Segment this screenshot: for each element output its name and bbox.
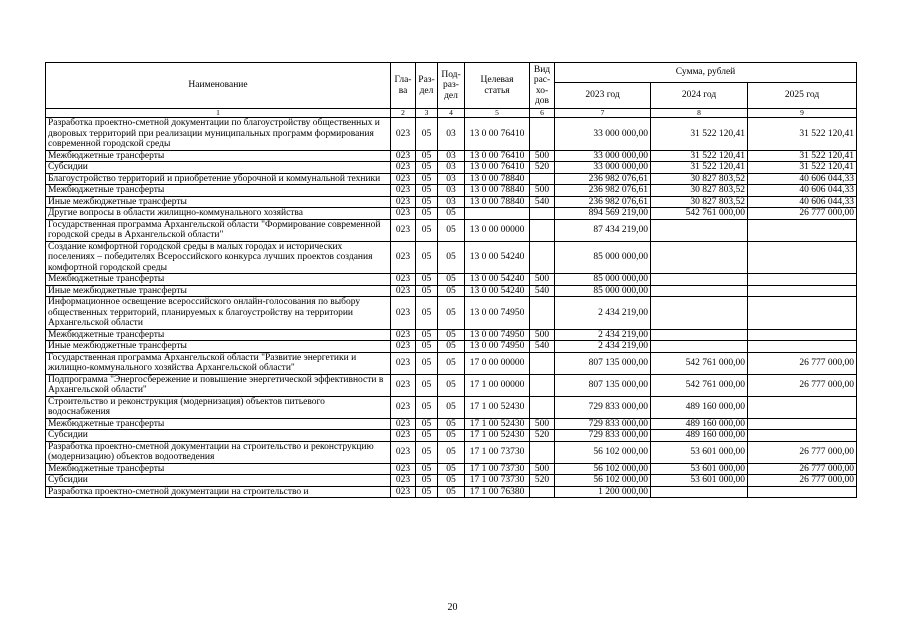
row-podrazdel: 05 [438,396,465,418]
row-sum-2024: 489 160 000,00 [651,396,748,418]
row-sum-2025 [748,219,857,241]
row-sum-2023: 236 982 076,61 [555,196,651,208]
row-sum-2025 [748,341,857,353]
row-target-article: 17 1 00 52430 [465,430,530,442]
row-podrazdel: 05 [438,297,465,330]
table-row [46,486,857,498]
row-razdel: 05 [416,162,438,174]
table-row [46,118,857,151]
header-name: Наименование [46,63,391,109]
row-expense-type [530,441,555,463]
row-name: Иные межбюджетные трансферты [46,341,391,353]
header-sum: Сумма, рублей [555,63,857,83]
row-sum-2024: 30 827 803,52 [651,196,748,208]
row-sum-2023: 894 569 219,00 [555,208,651,220]
row-expense-type: 500 [530,418,555,430]
row-sum-2025: 26 777 000,00 [748,352,857,374]
row-expense-type: 520 [530,430,555,442]
header-razdel: Раз-дел [416,63,438,109]
row-podrazdel: 05 [438,486,465,498]
row-sum-2025: 31 522 120,41 [748,118,857,151]
row-sum-2023: 85 000 000,00 [555,285,651,297]
row-sum-2024 [651,274,748,286]
row-razdel: 05 [416,150,438,162]
column-number: 7 [555,109,651,118]
row-expense-type [530,297,555,330]
row-sum-2024: 31 522 120,41 [651,162,748,174]
row-razdel: 05 [416,329,438,341]
row-sum-2024: 542 761 000,00 [651,208,748,220]
row-glava: 023 [391,463,416,475]
row-razdel: 05 [416,173,438,185]
row-name: Подпрограмма "Энергосбережение и повышение энергетической эффективности в Архангельской области" [46,374,391,396]
row-glava: 023 [391,118,416,151]
table-row [46,475,857,487]
table-row [46,185,857,197]
row-razdel: 05 [416,118,438,151]
column-number: 6 [530,109,555,118]
row-podrazdel: 03 [438,162,465,174]
header-expense-type: Вид рас-хо-дов [530,63,555,109]
row-sum-2025: 26 777 000,00 [748,208,857,220]
row-expense-type: 520 [530,162,555,174]
table-row [46,297,857,330]
row-glava: 023 [391,352,416,374]
row-expense-type [530,208,555,220]
table-row [46,329,857,341]
row-sum-2024: 53 601 000,00 [651,463,748,475]
row-target-article: 13 0 00 54240 [465,274,530,286]
row-razdel: 05 [416,430,438,442]
row-razdel: 05 [416,208,438,220]
row-sum-2025 [748,241,857,274]
header-glava: Гла-ва [391,63,416,109]
row-target-article: 17 1 00 76380 [465,486,530,498]
row-sum-2023: 729 833 000,00 [555,418,651,430]
row-sum-2024: 31 522 120,41 [651,150,748,162]
header-year-2024: 2024 год [651,83,748,109]
row-razdel: 05 [416,285,438,297]
row-sum-2024 [651,241,748,274]
row-name: Субсидии [46,162,391,174]
table-body [46,118,857,498]
row-sum-2025: 26 777 000,00 [748,441,857,463]
row-target-article: 13 0 00 76410 [465,118,530,151]
header-podrazdel: Под-раз-дел [438,63,465,109]
row-glava: 023 [391,241,416,274]
row-sum-2025 [748,396,857,418]
row-razdel: 05 [416,374,438,396]
row-razdel: 05 [416,352,438,374]
row-glava: 023 [391,329,416,341]
row-razdel: 05 [416,185,438,197]
row-glava: 023 [391,418,416,430]
row-podrazdel: 05 [438,352,465,374]
row-sum-2024: 53 601 000,00 [651,441,748,463]
column-number: 4 [438,109,465,118]
budget-table [45,62,857,498]
row-target-article: 13 0 00 76410 [465,162,530,174]
row-target-article: 13 0 00 74950 [465,341,530,353]
row-sum-2025 [748,297,857,330]
row-expense-type: 540 [530,196,555,208]
row-target-article: 17 1 00 73730 [465,463,530,475]
row-podrazdel: 05 [438,441,465,463]
row-sum-2023: 729 833 000,00 [555,396,651,418]
row-podrazdel: 03 [438,196,465,208]
row-sum-2025: 26 777 000,00 [748,374,857,396]
table-row [46,430,857,442]
row-sum-2023: 87 434 219,00 [555,219,651,241]
table-row [46,396,857,418]
row-expense-type [530,486,555,498]
row-sum-2025: 31 522 120,41 [748,162,857,174]
row-sum-2023: 1 200 000,00 [555,486,651,498]
row-podrazdel: 03 [438,185,465,197]
row-sum-2024 [651,486,748,498]
row-podrazdel: 05 [438,374,465,396]
row-razdel: 05 [416,341,438,353]
row-name: Иные межбюджетные трансферты [46,196,391,208]
table-row [46,150,857,162]
table-row [46,463,857,475]
row-razdel: 05 [416,274,438,286]
row-name: Благоустройство территорий и приобретение уборочной и коммунальной техники [46,173,391,185]
table-row [46,285,857,297]
row-sum-2025: 40 606 044,33 [748,196,857,208]
row-glava: 023 [391,396,416,418]
row-podrazdel: 05 [438,430,465,442]
row-sum-2023: 236 982 076,61 [555,173,651,185]
row-glava: 023 [391,185,416,197]
row-target-article: 13 0 00 78840 [465,173,530,185]
row-sum-2025 [748,486,857,498]
row-expense-type: 500 [530,329,555,341]
row-podrazdel: 05 [438,285,465,297]
row-target-article: 17 0 00 00000 [465,352,530,374]
row-sum-2024 [651,341,748,353]
row-glava: 023 [391,285,416,297]
row-sum-2023: 236 982 076,61 [555,185,651,197]
row-expense-type [530,352,555,374]
row-podrazdel: 03 [438,150,465,162]
row-razdel: 05 [416,297,438,330]
row-sum-2024 [651,285,748,297]
header-year-2023: 2023 год [555,83,651,109]
row-glava: 023 [391,430,416,442]
row-sum-2025 [748,285,857,297]
row-sum-2023: 33 000 000,00 [555,118,651,151]
row-sum-2024: 31 522 120,41 [651,118,748,151]
column-number-row [46,109,857,118]
row-sum-2023: 56 102 000,00 [555,463,651,475]
table-row [46,418,857,430]
row-target-article [465,208,530,220]
row-sum-2025 [748,274,857,286]
table-row [46,352,857,374]
row-name: Разработка проектно-сметной документации на строительство и [46,486,391,498]
row-expense-type [530,173,555,185]
table-row [46,208,857,220]
row-name: Создание комфортной городской среды в малых городах и исторических поселениях – победителях Всероссийского конкурса лучших проектов создания комфортной городской среды [46,241,391,274]
row-sum-2023: 33 000 000,00 [555,150,651,162]
table-row [46,441,857,463]
row-sum-2024 [651,297,748,330]
row-target-article: 13 0 00 74950 [465,297,530,330]
row-target-article: 13 0 00 54240 [465,285,530,297]
row-name: Строительство и реконструкция (модернизация) объектов питьевого водоснабжения [46,396,391,418]
row-sum-2023: 807 135 000,00 [555,374,651,396]
header-target-article: Целевая статья [465,63,530,109]
row-name: Межбюджетные трансферты [46,274,391,286]
row-sum-2025 [748,329,857,341]
row-expense-type: 540 [530,341,555,353]
row-podrazdel: 05 [438,208,465,220]
row-sum-2023: 807 135 000,00 [555,352,651,374]
row-sum-2023: 33 000 000,00 [555,162,651,174]
row-name: Межбюджетные трансферты [46,463,391,475]
row-sum-2024: 489 160 000,00 [651,430,748,442]
row-name: Субсидии [46,430,391,442]
row-podrazdel: 05 [438,274,465,286]
row-expense-type: 500 [530,463,555,475]
row-name: Субсидии [46,475,391,487]
row-sum-2023: 2 434 219,00 [555,341,651,353]
row-sum-2025 [748,430,857,442]
row-sum-2023: 56 102 000,00 [555,475,651,487]
row-glava: 023 [391,486,416,498]
table-row [46,219,857,241]
column-number: 2 [391,109,416,118]
table-row [46,196,857,208]
row-razdel: 05 [416,418,438,430]
row-name: Межбюджетные трансферты [46,150,391,162]
row-expense-type [530,241,555,274]
row-sum-2024: 542 761 000,00 [651,374,748,396]
row-glava: 023 [391,374,416,396]
row-target-article: 17 1 00 73730 [465,475,530,487]
row-sum-2025 [748,418,857,430]
row-expense-type: 500 [530,274,555,286]
row-sum-2023: 2 434 219,00 [555,329,651,341]
table-row [46,374,857,396]
row-name: Разработка проектно-сметной документации по благоустройству общественных и дворовых территорий при реализации муниципальных программ формирования современной городской среды [46,118,391,151]
row-name: Межбюджетные трансферты [46,329,391,341]
column-number: 1 [46,109,391,118]
column-number: 9 [748,109,857,118]
row-expense-type: 500 [530,150,555,162]
row-razdel: 05 [416,196,438,208]
row-name: Государственная программа Архангельской области "Развитие энергетики и жилищно-коммунального хозяйства Архангельской области" [46,352,391,374]
row-glava: 023 [391,297,416,330]
row-sum-2024: 489 160 000,00 [651,418,748,430]
row-sum-2024: 542 761 000,00 [651,352,748,374]
row-name: Другие вопросы в области жилищно-коммунального хозяйства [46,208,391,220]
column-number: 5 [465,109,530,118]
row-podrazdel: 05 [438,329,465,341]
row-name: Иные межбюджетные трансферты [46,285,391,297]
row-sum-2023: 56 102 000,00 [555,441,651,463]
column-number: 8 [651,109,748,118]
row-podrazdel: 05 [438,241,465,274]
row-target-article: 13 0 00 54240 [465,241,530,274]
row-sum-2024: 53 601 000,00 [651,475,748,487]
column-number: 3 [416,109,438,118]
row-podrazdel: 05 [438,463,465,475]
row-target-article: 13 0 00 00000 [465,219,530,241]
row-razdel: 05 [416,463,438,475]
row-sum-2025: 26 777 000,00 [748,463,857,475]
row-podrazdel: 05 [438,418,465,430]
row-sum-2024: 30 827 803,52 [651,185,748,197]
row-sum-2025: 26 777 000,00 [748,475,857,487]
row-sum-2023: 85 000 000,00 [555,241,651,274]
row-sum-2023: 85 000 000,00 [555,274,651,286]
row-expense-type: 540 [530,285,555,297]
row-sum-2023: 729 833 000,00 [555,430,651,442]
row-glava: 023 [391,150,416,162]
row-sum-2023: 2 434 219,00 [555,297,651,330]
row-expense-type [530,219,555,241]
row-razdel: 05 [416,475,438,487]
row-podrazdel: 03 [438,118,465,151]
table-row [46,173,857,185]
row-glava: 023 [391,208,416,220]
row-podrazdel: 05 [438,341,465,353]
row-sum-2025: 31 522 120,41 [748,150,857,162]
row-name: Межбюджетные трансферты [46,185,391,197]
table-row [46,162,857,174]
row-target-article: 17 1 00 52430 [465,396,530,418]
row-razdel: 05 [416,219,438,241]
row-target-article: 13 0 00 78840 [465,185,530,197]
row-razdel: 05 [416,241,438,274]
row-target-article: 17 1 00 52430 [465,418,530,430]
row-name: Государственная программа Архангельской области "Формирование современной городской среды в Архангельской области" [46,219,391,241]
row-expense-type [530,118,555,151]
row-target-article: 13 0 00 74950 [465,329,530,341]
row-target-article: 17 1 00 00000 [465,374,530,396]
row-sum-2024: 30 827 803,52 [651,173,748,185]
row-podrazdel: 05 [438,219,465,241]
row-podrazdel: 03 [438,173,465,185]
row-glava: 023 [391,173,416,185]
row-expense-type: 500 [530,185,555,197]
table-row [46,274,857,286]
table-row [46,241,857,274]
row-razdel: 05 [416,396,438,418]
table-row [46,341,857,353]
header-year-2025: 2025 год [748,83,857,109]
row-target-article: 13 0 00 76410 [465,150,530,162]
row-podrazdel: 05 [438,475,465,487]
row-glava: 023 [391,475,416,487]
row-glava: 023 [391,196,416,208]
row-glava: 023 [391,274,416,286]
row-glava: 023 [391,341,416,353]
row-glava: 023 [391,441,416,463]
row-sum-2025: 40 606 044,33 [748,185,857,197]
row-glava: 023 [391,162,416,174]
row-target-article: 17 1 00 73730 [465,441,530,463]
row-expense-type [530,374,555,396]
row-name: Информационное освещение всероссийского онлайн-голосования по выбору общественных территорий, планируемых к благоустройству на территории Архангельской области [46,297,391,330]
row-target-article: 13 0 00 78840 [465,196,530,208]
row-sum-2024 [651,329,748,341]
row-name: Разработка проектно-сметной документации на строительство и реконструкцию (модернизацию) объектов водоотведения [46,441,391,463]
row-expense-type [530,396,555,418]
row-expense-type: 520 [530,475,555,487]
row-sum-2025: 40 606 044,33 [748,173,857,185]
row-razdel: 05 [416,441,438,463]
row-sum-2024 [651,219,748,241]
row-glava: 023 [391,219,416,241]
page-number: 20 [447,602,458,613]
row-razdel: 05 [416,486,438,498]
row-name: Межбюджетные трансферты [46,418,391,430]
